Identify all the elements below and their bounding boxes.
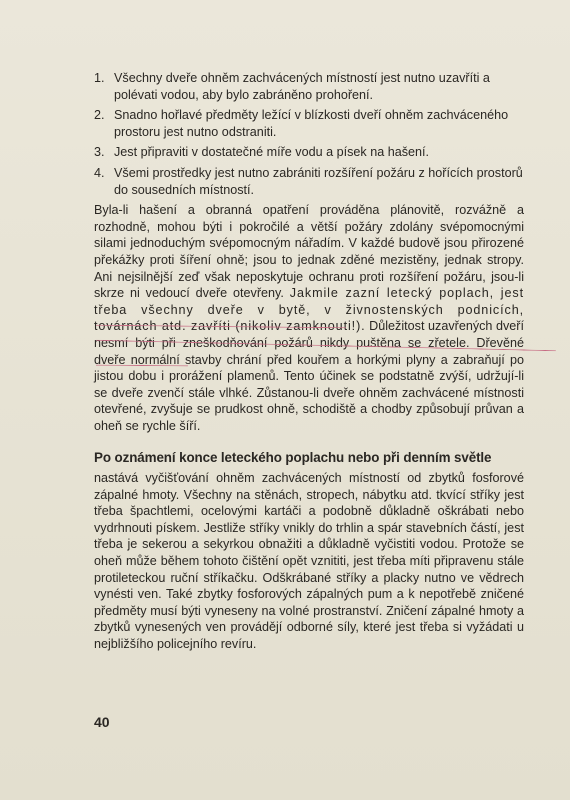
body-paragraph-2: nastává vyčišťování ohněm zachvácených místností od zbytků fosforové zápalné hmoty. Všechny na stěnách, stropech, nábytku atd. tkvící stříky jest třeba špachtlemi, ocelovými kartáči a podobně důkladně oškrábati nebo vydrhnouti pískem. Jestliže stříky vnikly do trhlin a spár stavebních částí, jest třeba je sekerou a sekyrkou obnažiti a důkladně vyčistiti vodou. Protože se oheň může během tohoto čištění opět vznititi, jest třeba míti připravenu stále protileteckou ruční stříkačku. Odškrábané stříky a placky nutno ve vědrech vynésti ven. Také zbytky fosforových zápalných pum a k nepotřebě zničené předměty musí býti vyneseny na volné prostranství. Zničení zápalné hmoty a zbytků vynesených ven provádějí odborné síly, které jest třeba si vyžádati u nejbližšího policejního revíru. (94, 471, 524, 651)
numbered-list (94, 70, 524, 198)
page-number: 40 (94, 714, 110, 730)
list-number: 1. (94, 71, 105, 85)
list-item (94, 70, 524, 103)
body-paragraph (94, 202, 524, 434)
page-content (94, 70, 524, 653)
underlined-sentence: Jakmile zazní letecký poplach, jest třeba všechny dveře v bytě, v živnostenských podnicích, továrnách atd. zavříti (nikoliv zamknouti!). (94, 286, 524, 334)
list-item (94, 165, 524, 198)
paragraph-intro: Byla-li hašení a obranná opatření prováděna plánovitě, rozvážně a rozhodně, mohou býti i pokročilé a větší požáry zdolány svépomocnými silami jednoduchým svépomocným nářadím. V každé budově jsou přirozené překážky proti šíření ohně; jsou to jednak zděné mezistěny, jednak stropy. Ani nejsilnější zeď však neposkytuje ochranu proti rozšíření požáru, jsou-li skrze ni vedoucí dveře otevřeny. (94, 203, 524, 301)
list-number: 3. (94, 145, 105, 160)
list-item (94, 144, 524, 161)
section-heading: Po oznámení konce leteckého poplachu nebo při denním světle (94, 450, 492, 466)
list-number: 4. (94, 165, 105, 180)
list-text: Všemi prostředky jest nutno zabrániti rozšíření požáru z hořících prostorů do sousedních místností. (114, 165, 523, 197)
paragraph-rest: Důležitost uzavřených dveří nesmí býti při zneškodňování požárů nikdy puštěna se zřetele. Dřevěné dveře normální stavby chrání před kouřem a horkými plyny a zabraňují po jistou dobu i prorážení plamenů. Tento účinek se podstatně zvýší, udržují-li se dveře zvenčí stále vlhké. Zůstanou-li dveře ohněm zachvácené místnosti otevřené, zvyšuje se prudkost ohně, schodiště a chodby způsobují průvan a oheň se rychle šíří. (94, 319, 524, 433)
list-item (94, 107, 524, 140)
list-text: Všechny dveře ohněm zachvácených místností jest nutno uzavříti a polévati vodou, aby bylo zabráněno prohoření. (114, 71, 490, 102)
list-number: 2. (94, 108, 105, 123)
list-text: Jest připraviti v dostatečné míře vodu a písek na hašení. (114, 145, 430, 160)
list-text: Snadno hořlavé předměty ležící v blízkosti dveří ohněm zachváceného prostoru jest nutno odstraniti. (114, 108, 509, 139)
